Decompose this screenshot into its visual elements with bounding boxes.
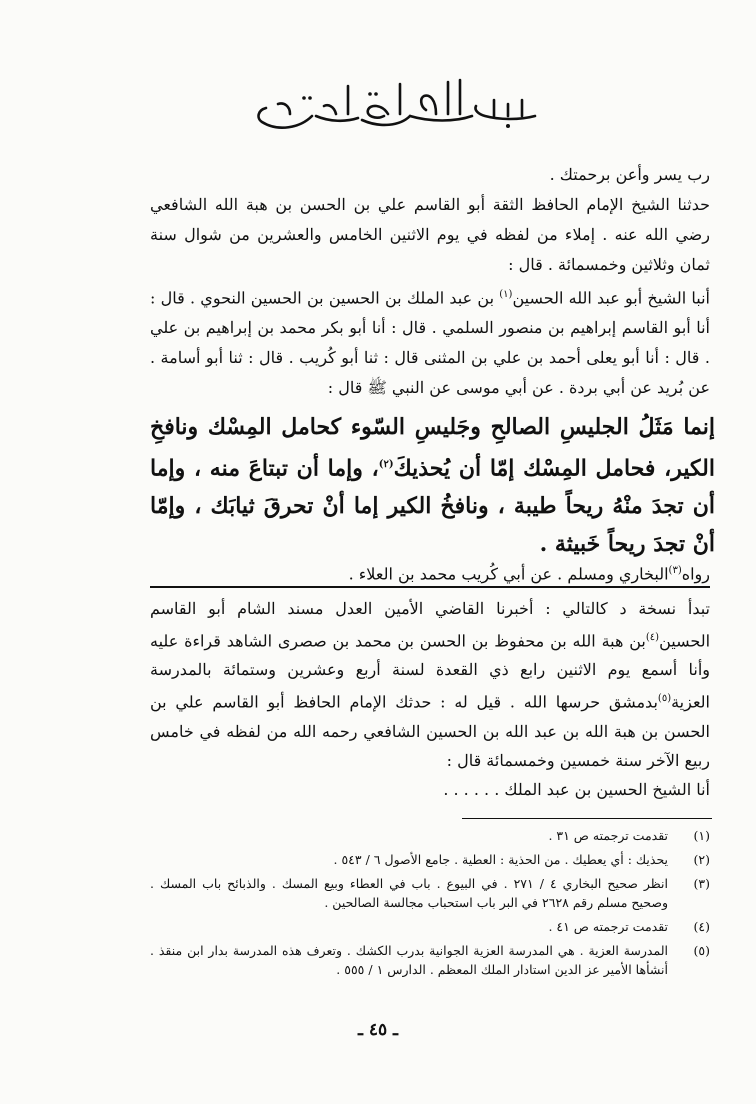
basmala-logo [250,70,550,140]
footnote-marker-1: (١) [499,289,513,300]
manuscript-note-a: تبدأ نسخة د كالتالي : أخبرنا القاضي الأمين العدل مسند الشام أبو القاسم الحسين [150,599,711,651]
footnote-number: (٥) [693,943,710,958]
footnote-item [150,850,710,869]
manuscript-note [150,594,710,775]
footnote-marker-4: (٤) [645,632,660,643]
continuation-section [150,594,710,804]
riwaya-line [150,558,710,587]
hadith-text-a: إنما مَثَلُ الجليسِ الصالحِ وجَليسِ السّوء كحامل المِسْك ونافخِ الكير، فحامل المِسْك إمّا أن يُحذيكَ [150,414,715,482]
footnote-text: يحذيك : أي يعطيك . من الحذية : العطية . جامع الأصول ٦ / ٥٤٣ . [333,852,668,867]
footnote-text: انظر صحيح البخاري ٤ / ٢٧١ . في البيوع . باب في العطاء وبيع المسك . والذبائح باب المسك . وصحيح مسلم رقم ٢٦٢٨ في البر باب استحباب مجالسة الصالحين . [150,876,668,910]
riwaya-a: رواه [681,564,710,584]
manuscript-note-c: بدمشق حرسها الله . قيل له : حدثك الإمام الحافظ أبو القاسم علي بن الحسن بن هبة الله بن عبد الله بن الحسين الشافعي رحمه الله من لفظه في خامس ربيع الآخر سنة خمسين وخمسمائة قال : [150,692,710,770]
hadith-text-b: ، وإما أن تبتاعَ منه ، وإما أن تجدَ منْهُ ريحاً طيبة ، ونافخُ الكير إما أنْ تحرقَ ثيابَك ، وإمّا أنْ تجدَ ريحاً خَبيثة . [150,455,715,558]
footnote-item [150,826,710,845]
footnote-text: المدرسة العزية . هي المدرسة العزية الجوانية بدرب الكشك . وتعرف هذه المدرسة بدار ابن منقذ . أنشأها الأمير عز الدين استادار الملك المعظم . الدارس ١ / ٥٥٥ . [150,943,668,977]
footnote-number: (٢) [693,852,710,867]
chain-text-a: أنبا الشيخ أبو عبد الله الحسين [512,288,710,308]
footnote-item [150,917,710,936]
section-divider [150,586,710,588]
manuscript-note-b: بن هبة الله بن محفوظ بن الحسن بن محمد بن صصرى الشاهد قراءة عليه وأنا أسمع يوم الاثنين رابع ذي القعدة لسنة أربع وعشرين وستمائة بالمدرسة العزية [150,631,710,712]
basmala-calligraphy [250,70,550,140]
chain-paragraph-2 [150,280,710,403]
footnote-marker-5: (٥) [657,693,672,705]
page-number: ـ ٤٥ ـ [357,1020,399,1040]
footnote-marker-2: (٢) [378,459,394,470]
footnote-number: (٣) [693,876,710,891]
chain-text-b: بن عبد الملك بن الحسين بن الحسين النحوي . قال : أنا أبو القاسم إبراهيم بن منصور السلمي . قال : أنا أبو بكر محمد بن إبراهيم بن علي . قال : أنا أبو يعلى أحمد بن علي بن المثنى قال : ثنا أبو كُريب . قال : ثنا أبو أسامة . عن بُريد عن أبي بردة . عن أبي موسى عن النبي ﷺ قال : [150,288,710,398]
footnote-text: تقدمت ترجمته ص ٣١ . [548,828,668,843]
footnote-item [150,941,710,979]
chain-paragraph-1: حدثنا الشيخ الإمام الحافظ الثقة أبو القاسم علي بن الحسن بن هبة الله الشافعي رضي الله عنه . إملاء من لفظه في يوم الاثنين الخامس والعشرين من شوال سنة ثمان وثلاثين وخمسمائة . قال : [150,195,710,274]
opening-invocation: رب يسر وأعن برحمتك . [549,165,710,184]
riwaya-b: البخاري ومسلم . عن أبي كُريب محمد بن العلاء . [348,564,669,584]
manuscript-closing: أنا الشيخ الحسين بن عبد الملك . . . . . . [443,779,710,799]
intro-section [150,160,710,403]
footnotes [150,826,710,984]
footnote-item [150,874,710,912]
footnote-marker-3: (٣) [668,565,682,576]
footnote-number: (٤) [693,919,710,934]
footnote-text: تقدمت ترجمته ص ٤١ . [548,919,668,934]
footnote-rule [462,818,712,819]
footnote-number: (١) [693,828,710,843]
hadith-text [150,408,715,563]
